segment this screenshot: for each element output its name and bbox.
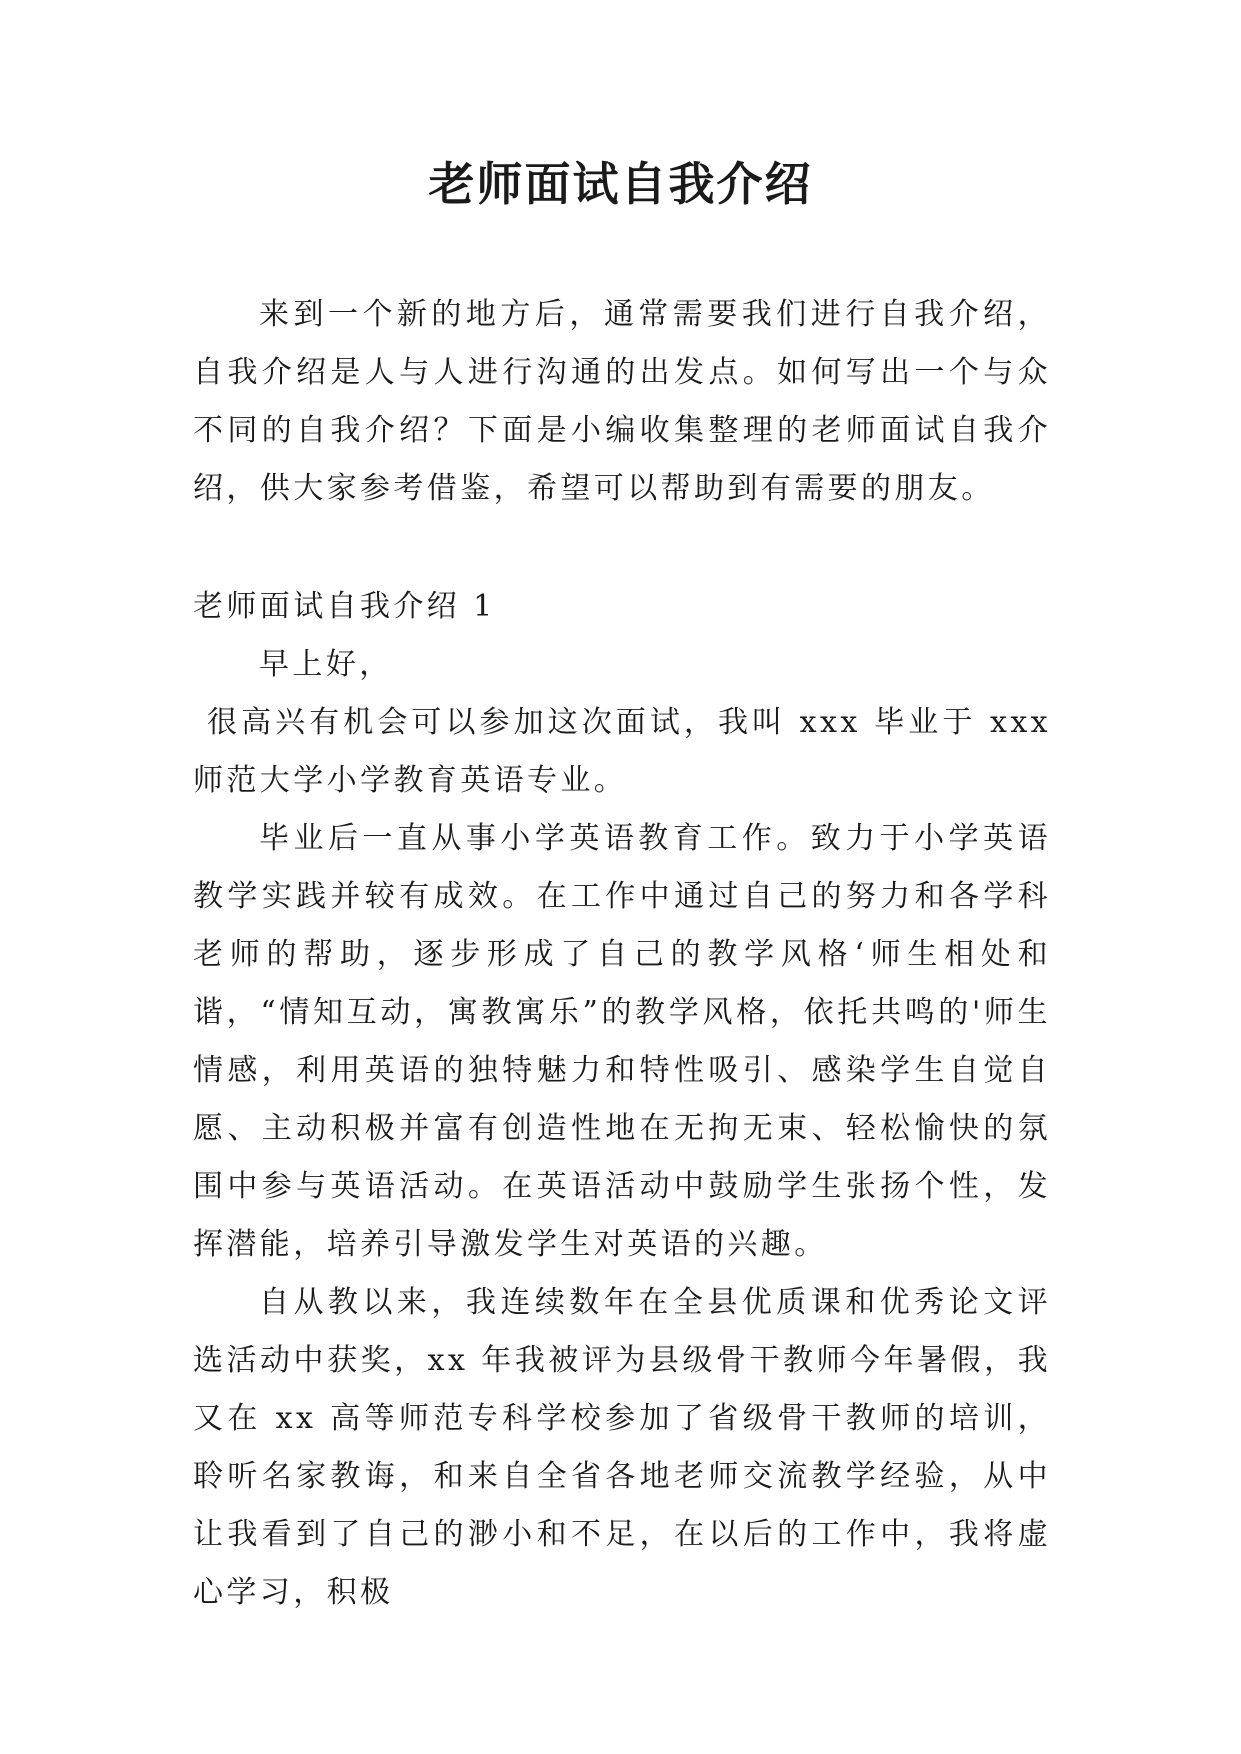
document-title: 老师面试自我介绍	[428, 157, 813, 211]
section-heading: 老师面试自我介绍 1	[193, 589, 496, 624]
greeting-paragraph: 早上好，	[259, 647, 393, 682]
intro-section	[193, 286, 1051, 518]
paragraph-2: 毕业后一直从事小学英语教育工作。致力于小学英语教学实践并较有成效。在工作中通过自己的努力和各学科老师的帮助，逐步形成了自己的教学风格‘师生相处和谐，“情知互动，寓教寓乐”的教学风格，依托共鸣的'师生情感，利用英语的独特魅力和特性吸引、感染学生自觉自愿、主动积极并富有创造性地在无拘无束、轻松愉快的氛围中参与英语活动。在英语活动中鼓励学生张扬个性，发挥潜能，培养引导激发学生对英语的兴趣。	[193, 821, 1051, 1262]
intro-paragraph: 来到一个新的地方后，通常需要我们进行自我介绍，自我介绍是人与人进行沟通的出发点。如何写出一个与众不同的自我介绍？下面是小编收集整理的老师面试自我介绍，供大家参考借鉴，希望可以帮助到有需要的朋友。	[193, 297, 1051, 506]
paragraph-3: 自从教以来，我连续数年在全县优质课和优秀论文评选活动中获奖，xx 年我被评为县级骨干教师今年暑假，我又在 xx 高等师范专科学校参加了省级骨干教师的培训，聆听名家教诲，和来自全省各地老师交流教学经验，从中让我看到了自己的渺小和不足，在以后的工作中，我将虚心学习，积极	[193, 1285, 1051, 1610]
section-1	[193, 578, 1051, 1622]
paragraph-1: 很高兴有机会可以参加这次面试，我叫 xxx 毕业于 xxx 师范大学小学教育英语专业。	[193, 705, 1051, 798]
